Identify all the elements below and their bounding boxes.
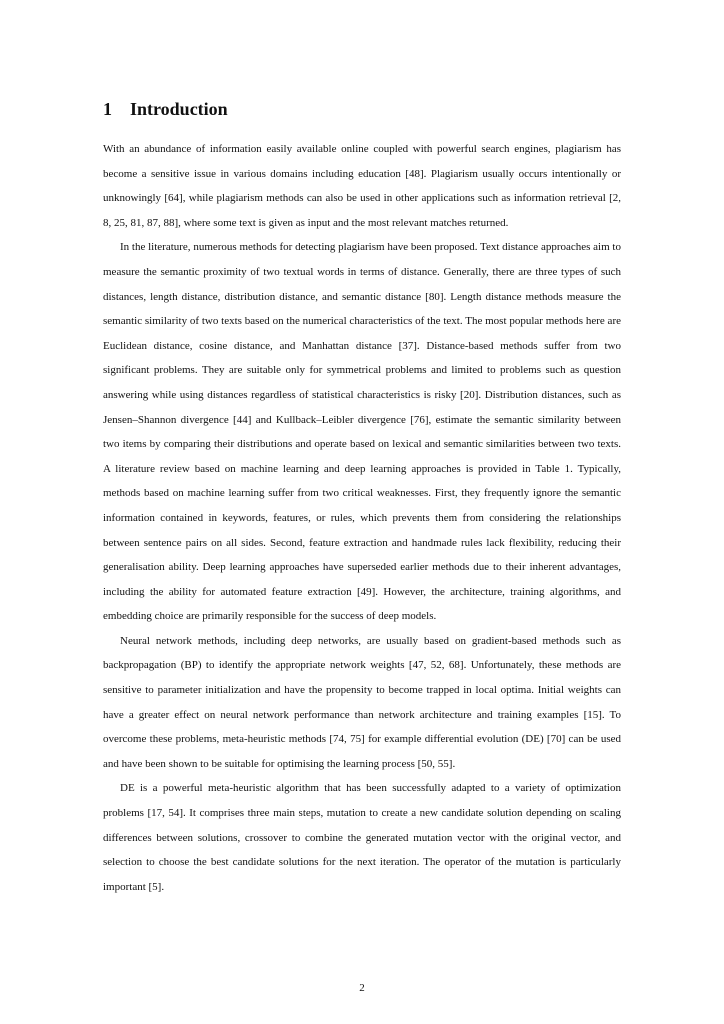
paragraph-neural-network-methods: Neural network methods, including deep networks, are usually based on gradient-based methods such as backpropagation (BP) to identify the appropriate network weights [47, 52, 68]. Unfortunately, these methods are sensitive to parameter initialization and have the propensity to become trapped in local optima. Initial weights can have a greater effect on neural network performance than network architecture and training examples [15]. To overcome these problems, meta-heuristic methods [74, 75] for example differential evolution (DE) [70] can be used and have been shown to be suitable for optimising the learning process [50, 55]. (103, 634, 621, 770)
body-text (103, 137, 621, 899)
section-number: 1 (103, 99, 112, 119)
paragraph-text-distance-methods: In the literature, numerous methods for detecting plagiarism have been proposed. Text distance approaches aim to measure the semantic proximity of two textual words in terms of distance. Generally, there are three types of such distances, length distance, distribution distance, and semantic distance [80]. Length distance methods measure the semantic similarity of two texts based on the numerical characteristics of the text. The most popular methods here are Euclidean distance, cosine distance, and Manhattan distance [37]. Distance-based methods suffer from two significant problems. They are suitable only for symmetrical problems and limited to problems such as question answering while using distances regardless of statistical characteristics is risky [20]. Distribution distances, such as Jensen–Shannon divergence [44] and Kullback–Leibler divergence [76], estimate the semantic similarity between two items by comparing their distributions and operate based on lexical and semantic similarities between two texts. A literature review based on machine learning and deep learning approaches is provided in Table 1. Typically, methods based on machine learning suffer from two critical weaknesses. First, they frequently ignore the semantic information contained in keywords, features, or rules, which prevents them from considering the relationships between sentence pairs on all sides. Second, feature extraction and handmade rules lack flexibility, reducing their generalisation ability. Deep learning approaches have superseded earlier methods due to their inherent advantages, including the ability for automated feature extraction [49]. However, the architecture, training algorithms, and embedding choice are primarily responsible for the success of deep models. (103, 241, 621, 623)
section-title: Introduction (130, 99, 228, 119)
page-number: 2 (359, 982, 365, 994)
paragraph-differential-evolution: DE is a powerful meta-heuristic algorithm that has been successfully adapted to a variety of optimization problems [17, 54]. It comprises three main steps, mutation to create a new candidate solution depending on scaling differences between solutions, crossover to combine the generated mutation vector with the original vector, and selection to choose the best candidate solutions for the next iteration. The operator of the mutation is particularly important [5]. (103, 782, 621, 893)
section-heading (103, 97, 228, 121)
paragraph-intro-plagiarism: With an abundance of information easily available online coupled with powerful search engines, plagiarism has become a sensitive issue in various domains including education [48]. Plagiarism usually occurs intentionally or unknowingly [64], while plagiarism methods can also be used in other applications such as information retrieval [2, 8, 25, 81, 87, 88], where some text is given as input and the most relevant matches returned. (103, 143, 621, 229)
